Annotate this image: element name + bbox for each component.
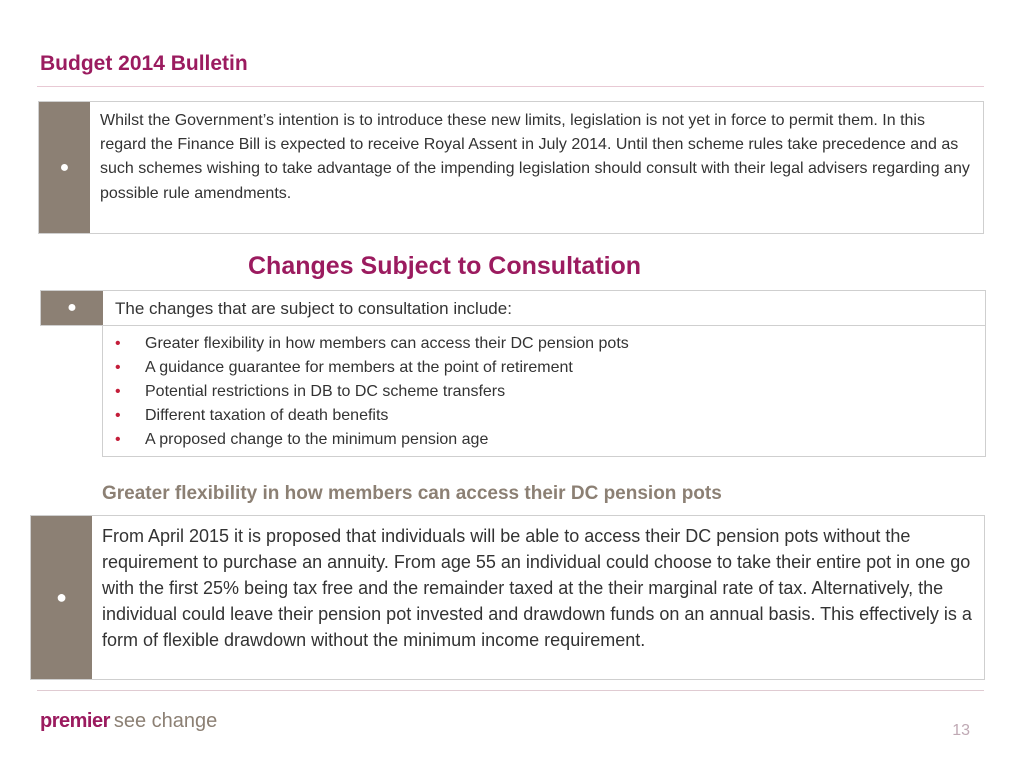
page-title: Budget 2014 Bulletin (40, 52, 248, 75)
flexibility-box (30, 515, 985, 680)
consultation-lead-box (40, 290, 986, 326)
consultation-list (103, 326, 985, 452)
list-item-text: Potential restrictions in DB to DC scheme transfers (145, 383, 506, 400)
footer-divider (37, 690, 984, 691)
bullet-marker: ● (41, 291, 103, 325)
flexibility-heading: Greater flexibility in how members can access their DC pension pots (102, 483, 722, 504)
bullet-marker: ● (31, 516, 92, 679)
list-item (115, 428, 985, 452)
list-item-text: A proposed change to the minimum pension age (145, 431, 489, 448)
list-bullet: • (115, 431, 121, 448)
consultation-list-box (102, 326, 986, 457)
list-bullet: • (115, 359, 121, 376)
flexibility-text: From April 2015 it is proposed that individuals will be able to access their DC pension pots without the requirement to purchase an annuity. From age 55 an individual could choose to take their entire pot in one go with the first 25% being tax free and the remainder taxed at the their marginal rate of tax. Alternatively, the individual could leave their pension pot invested and drawdown funds on an annual basis. This effectively is a form of flexible drawdown without the minimum income requirement. (102, 526, 972, 650)
consultation-heading: Changes Subject to Consultation (248, 252, 642, 280)
header-divider (37, 86, 984, 87)
intro-note-text: Whilst the Government’s intention is to introduce these new limits, legislation is not yet in force to permit them. In this regard the Finance Bill is expected to receive Royal Assent in July 2014. Until then scheme rules take precedence and as such schemes wishing to take advantage of the impending legislation should consult with their legal advisers regarding any possible rule amendments. (100, 112, 970, 202)
list-item-text: Different taxation of death benefits (145, 407, 389, 424)
consultation-lead-text: The changes that are subject to consultation include: (115, 299, 512, 318)
list-bullet: • (115, 407, 121, 424)
premier-logo (40, 710, 217, 733)
list-item (115, 356, 985, 380)
list-item (115, 404, 985, 428)
list-item (115, 332, 985, 356)
logo-tagline: see change (113, 710, 218, 732)
list-item-text: A guidance guarantee for members at the point of retirement (145, 359, 573, 376)
list-item-text: Greater flexibility in how members can access their DC pension pots (145, 335, 629, 352)
list-bullet: • (115, 383, 121, 400)
intro-note-box (38, 101, 984, 234)
list-bullet: • (115, 335, 121, 352)
bullet-marker: ● (39, 102, 90, 233)
logo-brand-text: premier (40, 710, 110, 732)
list-item (115, 380, 985, 404)
page-number: 13 (952, 722, 970, 739)
